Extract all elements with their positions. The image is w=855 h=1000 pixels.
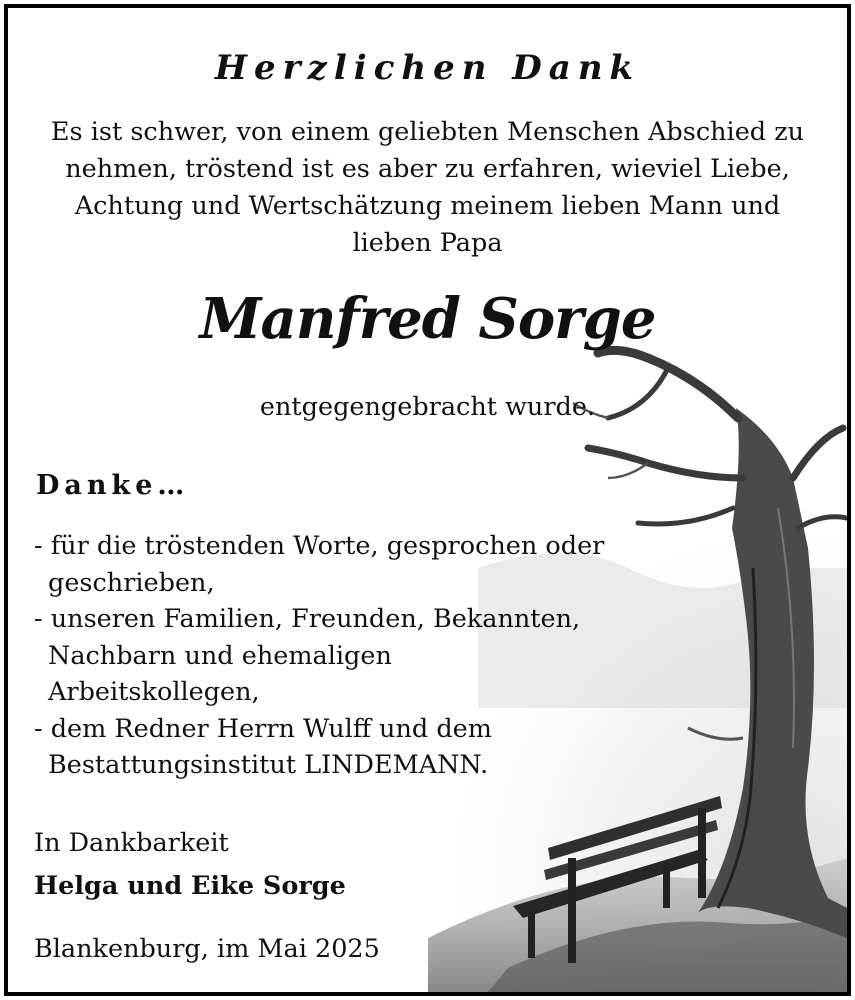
intro-line: Es ist schwer, von einem geliebten Menschen Abschied zu [50, 117, 805, 147]
place-date: Blankenburg, im Mai 2025 [34, 934, 380, 964]
heading: Herzlichen Dank [214, 48, 641, 88]
intro-line: lieben Papa [352, 228, 503, 258]
list-item: - für die tröstenden Worte, gesprochen oder geschrieben, [34, 531, 605, 598]
signature-names: Helga und Eike Sorge [34, 871, 346, 901]
danke-title: Danke… [36, 470, 190, 501]
obituary-card [4, 4, 851, 996]
list-item: - unseren Familien, Freunden, Bekannten, Nachbarn und ehemaligen Arbeitskollegen, [34, 604, 581, 707]
intro-text [32, 114, 823, 262]
after-name-text: entgegengebracht wurde. [259, 392, 596, 422]
list-item: - dem Redner Herrn Wulff und dem Bestattungsinstitut LINDEMANN. [34, 713, 492, 780]
intro-line: nehmen, tröstend ist es aber zu erfahren, wieviel Liebe, [65, 154, 790, 184]
deceased-name: Manfred Sorge [199, 286, 656, 352]
intro-line: Achtung und Wertschätzung meinem lieben Mann und [74, 191, 781, 221]
signature-line: In Dankbarkeit [34, 828, 229, 858]
thanks-list [34, 528, 608, 784]
